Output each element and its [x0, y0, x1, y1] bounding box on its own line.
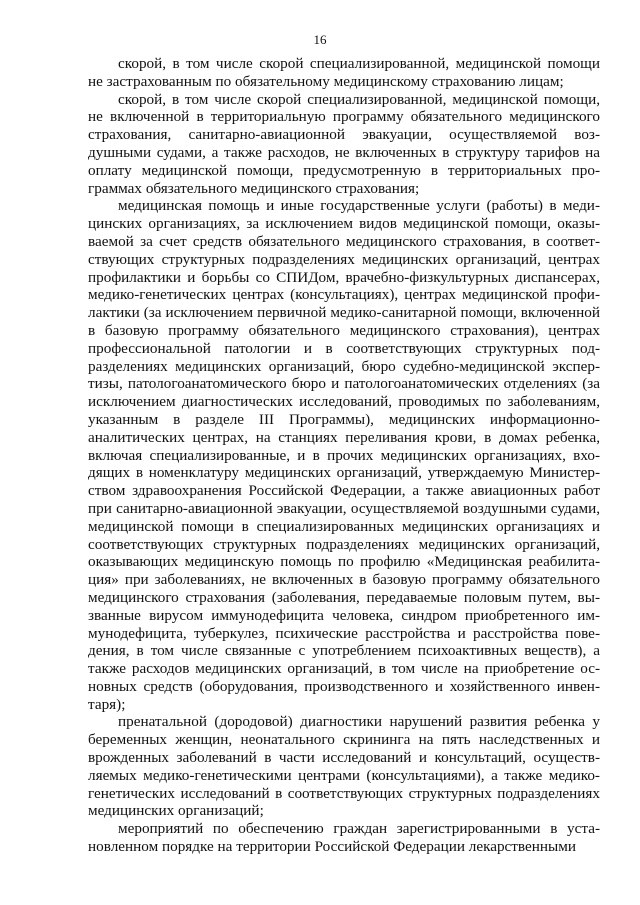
paragraph-ambulance-not-in-program: скорой, в том числе скорой специализированной, медицинской помощи, не включенной в территориальную программу обязательного медицинского страхования, санитарно-авиационной эвакуации, осуществляемой воздушными судами, а также расходов, не включенных в структуру тарифов на оплату медицинской помощи, предусмотренную в территориальных программах обязательного медицинского страхования;: [88, 90, 600, 197]
paragraph-prenatal-diagnostics: пренатальной (дородовой) диагностики нарушений развития ребенка у беременных женщин, неонатального скрининга на пять наследственных и врожденных заболеваний в части исследований и консультаций, осуществляемых медико-генетическими центрами (консультациями), а также медико-генетических исследований в соответствующих структурных подразделениях медицинских организаций;: [88, 713, 600, 820]
paragraph-ambulance-uninsured: скорой, в том числе скорой специализированной, медицинской помощи не застрахованным по обязательному медицинскому страхованию лицам;: [88, 55, 600, 90]
paragraph-medical-services: медицинская помощь и иные государственные услуги (работы) в медицинских организациях, за исключением видов медицинской помощи, оказываемой за счет средств обязательного медицинского страхования, в соответствующих структурных подразделениях медицинских организаций, центрах профилактики и борьбы со СПИДом, врачебно-физкультурных диспансерах, медико-генетических центрах (консультациях), центрах медицинской профилактики (за исключением первичной медико-санитарной помощи, включенной в базовую программу обязательного медицинского страхования), центрах профессиональной патологии и в соответствующих структурных подразделениях медицинских организаций, бюро судебно-медицинской экспертизы, патологоанатомического бюро и патологоанатомических отделениях (за исключением диагностических исследований, проводимых по заболеваниям, указанным в разделе III Программы), медицинских информационно-аналитических центрах, на станциях переливания крови, в домах ребенка, включая специализированные, и в прочих медицинских организациях, входящих в номенклатуру медицинских организаций, утверждаемую Министерством здравоохранения Российской Федерации, а также авиационных работ при санитарно-авиационной эвакуации, осуществляемой воздушными судами, медицинской помощи в специализированных медицинских организациях и соответствующих структурных подразделениях медицинских организаций, оказывающих медицинскую помощь по профилю «Медицинская реабилитация» при заболеваниях, не включенных в базовую программу обязательного медицинского страхования (заболевания, передаваемые половым путем, вызванные вирусом иммунодефицита человека, синдром приобретенного иммунодефицита, туберкулез, психические расстройства и расстройства поведения, в том числе связанные с употреблением психоактивных веществ), а также расходов медицинских организаций, в том числе на приобретение основных средств (оборудования, производственного и хозяйственного инвентаря);: [88, 197, 600, 713]
paragraph-drug-provision: мероприятий по обеспечению граждан зарегистрированными в установленном порядке на территории Российской Федерации лекарственными: [88, 820, 600, 856]
document-body: [88, 55, 600, 856]
page-number: 16: [313, 32, 327, 47]
